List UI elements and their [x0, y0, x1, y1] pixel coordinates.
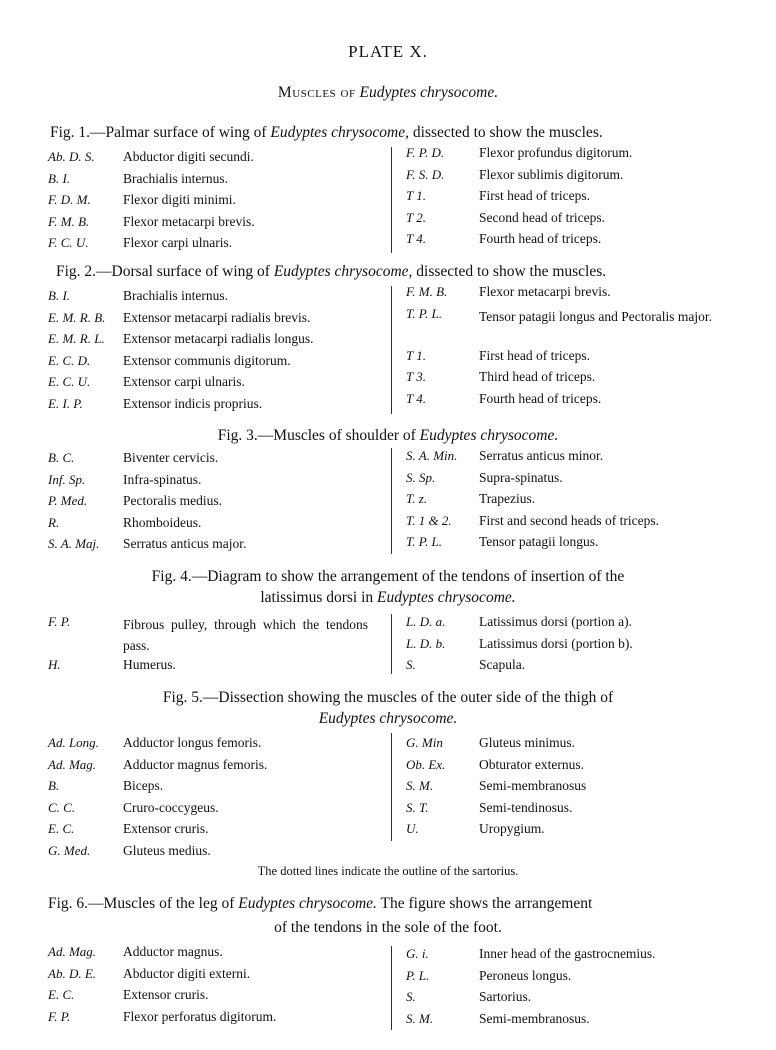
legend-abbreviation: Ab. D. E.: [48, 965, 97, 981]
legend-abbreviation: T. z.: [406, 491, 428, 506]
legend-description: Fibrous pulley, through which the tendons pass.: [123, 617, 368, 653]
legend-description: Extensor communis digitorum.: [123, 352, 291, 368]
legend-abbreviation: E. C.: [48, 987, 75, 1002]
fig1-legend: [0, 147, 776, 257]
legend-abbreviation: T 4.: [406, 231, 426, 246]
fig5-caption: Fig. 5.—Dissection showing the muscles of the outer side of the thigh of Eudyptes chrysocome.: [162, 689, 614, 727]
legend-row: [406, 755, 736, 777]
legend-description: Infra-spinatus.: [123, 471, 202, 487]
legend-description: Abductor digiti externi.: [123, 965, 251, 981]
column-divider: [391, 147, 392, 253]
fig6-legend: [0, 942, 776, 1032]
legend-abbreviation: Inf. Sp.: [48, 471, 86, 487]
legend-row: [48, 308, 388, 330]
legend-description: Biventer cervicis.: [123, 450, 219, 465]
legend-description: Second head of triceps.: [479, 209, 605, 225]
legend-row: [406, 389, 736, 411]
legend-row: [48, 1007, 388, 1029]
legend-abbreviation: H.: [48, 657, 61, 672]
legend-description: Peroneus longus.: [479, 967, 572, 983]
column-divider: [391, 946, 392, 1030]
legend-row: [48, 841, 388, 863]
column-divider: [391, 733, 392, 841]
legend-description: Extensor cruris.: [123, 987, 209, 1002]
legend-row: [406, 655, 736, 677]
legend-abbreviation: S. A. Maj.: [48, 536, 100, 551]
fig1-caption: Fig. 1.—Palmar surface of wing of Eudyptes chrysocome, dissected to show the muscles.: [50, 124, 603, 141]
legend-row: [406, 282, 736, 304]
legend-row: [406, 186, 736, 208]
column-divider: [391, 614, 392, 674]
legend-abbreviation: F. M. B.: [406, 284, 448, 299]
legend-abbreviation: S. Sp.: [406, 469, 436, 485]
fig6-caption: Fig. 6.—Muscles of the leg of Eudyptes chrysocome. The figure shows the arrangement: [48, 895, 593, 912]
fig3-legend: [0, 448, 776, 558]
legend-description: Third head of triceps.: [479, 369, 596, 384]
legend-row: [406, 776, 736, 798]
legend-abbreviation: Ob. Ex.: [406, 756, 446, 772]
legend-description: Flexor metacarpi brevis.: [123, 213, 255, 229]
legend-description: Sartorius.: [479, 989, 532, 1004]
fig4-legend: [0, 612, 776, 680]
fig4-section: [0, 566, 776, 676]
legend-row: [406, 634, 736, 656]
legend-description: Fourth head of triceps.: [479, 390, 602, 406]
legend-row: [406, 229, 736, 251]
legend-abbreviation: S. A. Min.: [406, 448, 458, 463]
fig2-caption: Fig. 2.—Dorsal surface of wing of Eudyptes chrysocome, dissected to show the muscles.: [56, 263, 607, 280]
legend-row: [406, 944, 736, 966]
legend-row: [406, 612, 736, 634]
legend-abbreviation: T 2.: [406, 209, 426, 225]
legend-abbreviation: S. M.: [406, 778, 434, 793]
legend-row: [406, 367, 736, 389]
legend-description: Adductor magnus femoris.: [123, 756, 268, 772]
legend-description: Latissimus dorsi (portion a).: [479, 614, 632, 629]
legend-row: [406, 819, 736, 841]
legend-abbreviation: T 1.: [406, 347, 426, 363]
legend-description: Extensor cruris.: [123, 821, 209, 836]
legend-row: [406, 165, 736, 187]
legend-abbreviation: F. C. U.: [48, 235, 89, 250]
legend-abbreviation: B.: [48, 778, 60, 793]
legend-description: Semi-tendinosus.: [479, 799, 573, 815]
legend-abbreviation: L. D. b.: [406, 635, 446, 651]
legend-row: [406, 966, 736, 988]
legend-abbreviation: C. C.: [48, 799, 76, 815]
legend-description: First and second heads of triceps.: [479, 512, 659, 528]
legend-row: [48, 351, 388, 373]
legend-row: [406, 798, 736, 820]
subtitle-species: Eudyptes chrysocome.: [359, 84, 499, 101]
legend-abbreviation: G. i.: [406, 946, 429, 961]
fig4-caption: Fig. 4.—Diagram to show the arrangement of the tendons of insertion of the latissimus dorsi in Eudyptes chrysocome.: [151, 568, 625, 606]
legend-row: [48, 470, 388, 492]
legend-abbreviation: F. P.: [48, 1008, 71, 1024]
legend-row: [48, 190, 388, 212]
legend-abbreviation: E. C.: [48, 821, 75, 836]
column-divider: [391, 448, 392, 554]
fig5-note: The dotted lines indicate the outline of the sartorius.: [257, 864, 519, 878]
legend-row: [406, 511, 736, 533]
legend-row: [48, 655, 388, 677]
legend-row: [48, 147, 388, 169]
plate-title: PLATE X.: [348, 42, 428, 61]
legend-description: Semi-membranosus: [479, 778, 587, 793]
legend-row: [406, 489, 736, 511]
legend-abbreviation: F. M. B.: [48, 213, 90, 229]
legend-row: [48, 612, 388, 655]
legend-abbreviation: S. T.: [406, 799, 429, 815]
legend-row: [48, 798, 388, 820]
legend-description: First head of triceps.: [479, 188, 590, 203]
legend-row: [406, 532, 736, 554]
legend-abbreviation: G. Min: [406, 735, 443, 750]
legend-row: [48, 329, 388, 351]
legend-row: [406, 733, 736, 755]
legend-abbreviation: T 1.: [406, 188, 426, 203]
legend-description: Flexor sublimis digitorum.: [479, 166, 624, 182]
legend-row: [48, 964, 388, 986]
legend-abbreviation: G. Med.: [48, 842, 91, 858]
legend-row: [48, 942, 388, 964]
legend-description: Semi-membranosus.: [479, 1010, 590, 1026]
legend-abbreviation: Ab. D. S.: [48, 149, 95, 164]
legend-description: Obturator externus.: [479, 756, 584, 772]
legend-description: Rhomboideus.: [123, 514, 202, 530]
legend-abbreviation: T 3.: [406, 369, 426, 384]
legend-abbreviation: E. C. U.: [48, 374, 91, 389]
legend-row: [48, 819, 388, 841]
legend-row: [406, 468, 736, 490]
legend-row: [48, 169, 388, 191]
legend-abbreviation: S. M.: [406, 1010, 434, 1026]
legend-row: [406, 143, 736, 165]
legend-row: [48, 491, 388, 513]
legend-row: [48, 394, 388, 416]
legend-abbreviation: Ad. Mag.: [48, 944, 97, 959]
legend-row: [48, 286, 388, 308]
legend-description: Supra-spinatus.: [479, 469, 563, 485]
legend-description: Brachialis internus.: [123, 288, 228, 303]
legend-row: [406, 987, 736, 1009]
legend-description: Flexor perforatus digitorum.: [123, 1008, 277, 1024]
legend-abbreviation: B. I.: [48, 288, 71, 303]
fig5-legend: [0, 733, 776, 863]
fig5-section: [0, 687, 776, 859]
legend-description: Extensor metacarpi radialis brevis.: [123, 309, 311, 325]
column-divider: [391, 286, 392, 414]
legend-row: [48, 448, 388, 470]
legend-row: [48, 733, 388, 755]
legend-row: [48, 513, 388, 535]
fig6-section: [0, 893, 776, 1028]
fig2-legend: [0, 286, 776, 418]
legend-description: Flexor carpi ulnaris.: [123, 235, 233, 250]
fig6-caption-line2: of the tendons in the sole of the foot.: [274, 919, 502, 936]
legend-row: [406, 304, 736, 346]
legend-abbreviation: F. P. D.: [406, 145, 445, 160]
legend-description: Adductor magnus.: [123, 944, 223, 959]
legend-row: [48, 212, 388, 234]
subtitle-prefix: Muscles of: [277, 84, 356, 101]
legend-abbreviation: E. C. D.: [48, 352, 91, 368]
legend-description: Brachialis internus.: [123, 170, 228, 186]
legend-row: [48, 776, 388, 798]
legend-description: Serratus anticus major.: [123, 536, 247, 551]
plate-subtitle: [0, 84, 776, 102]
legend-abbreviation: S.: [406, 657, 416, 672]
legend-abbreviation: P. Med.: [48, 493, 88, 508]
legend-description: Cruro-coccygeus.: [123, 799, 219, 815]
legend-abbreviation: S.: [406, 989, 416, 1004]
legend-row: [406, 1009, 736, 1031]
legend-description: Trapezius.: [479, 491, 536, 506]
legend-description: Inner head of the gastrocnemius.: [479, 946, 656, 961]
legend-description: Humerus.: [123, 657, 176, 672]
legend-abbreviation: R.: [48, 514, 60, 530]
legend-description: Pectoralis medius.: [123, 493, 222, 508]
legend-abbreviation: T. P. L.: [406, 305, 443, 321]
legend-row: [48, 534, 388, 556]
legend-description: Flexor metacarpi brevis.: [479, 284, 611, 299]
legend-description: Scapula.: [479, 657, 526, 672]
legend-abbreviation: B. I.: [48, 170, 71, 186]
legend-abbreviation: P. L.: [406, 967, 430, 983]
legend-row: [406, 208, 736, 230]
legend-description: Extensor metacarpi radialis longus.: [123, 331, 314, 346]
legend-description: Flexor digiti minimi.: [123, 192, 236, 207]
legend-abbreviation: E. I. P.: [48, 395, 83, 411]
legend-abbreviation: E. M. R. B.: [48, 309, 106, 325]
legend-abbreviation: U.: [406, 821, 419, 836]
legend-abbreviation: Ad. Mag.: [48, 756, 97, 772]
legend-description: Tensor patagii longus.: [479, 534, 599, 549]
legend-description: Latissimus dorsi (portion b).: [479, 635, 633, 651]
legend-description: Adductor longus femoris.: [123, 735, 262, 750]
legend-abbreviation: F. D. M.: [48, 192, 91, 207]
fig2-section: [0, 261, 776, 414]
legend-abbreviation: L. D. a.: [406, 614, 446, 629]
legend-description: Extensor indicis proprius.: [123, 395, 263, 411]
legend-description: Flexor profundus digitorum.: [479, 145, 633, 160]
legend-row: [48, 755, 388, 777]
legend-description: Extensor carpi ulnaris.: [123, 374, 245, 389]
legend-description: Gluteus minimus.: [479, 735, 576, 750]
legend-row: [406, 346, 736, 368]
legend-abbreviation: Ad. Long.: [48, 735, 99, 750]
legend-row: [48, 372, 388, 394]
fig3-caption: Fig. 3.—Muscles of shoulder of Eudyptes chrysocome.: [217, 427, 559, 444]
legend-description: First head of triceps.: [479, 347, 590, 363]
legend-description: Biceps.: [123, 778, 164, 793]
legend-row: [48, 985, 388, 1007]
legend-abbreviation: B. C.: [48, 450, 75, 465]
legend-abbreviation: F. S. D.: [406, 166, 445, 182]
legend-description: Serratus anticus minor.: [479, 448, 604, 463]
legend-row: [48, 233, 388, 255]
legend-description: Tensor patagii longus and Pectoralis major.: [479, 308, 713, 324]
legend-description: Uropygium.: [479, 821, 545, 836]
legend-abbreviation: T. 1 & 2.: [406, 512, 452, 528]
fig1-section: [0, 122, 776, 253]
legend-abbreviation: F. P.: [48, 614, 71, 629]
legend-row: [406, 446, 736, 468]
legend-description: Fourth head of triceps.: [479, 231, 602, 246]
legend-abbreviation: T. P. L.: [406, 534, 443, 549]
legend-abbreviation: T 4.: [406, 390, 426, 406]
legend-abbreviation: E. M. R. L.: [48, 331, 105, 346]
legend-description: Abductor digiti secundi.: [123, 149, 254, 164]
legend-description: Gluteus medius.: [123, 842, 211, 858]
fig3-section: [0, 425, 776, 556]
